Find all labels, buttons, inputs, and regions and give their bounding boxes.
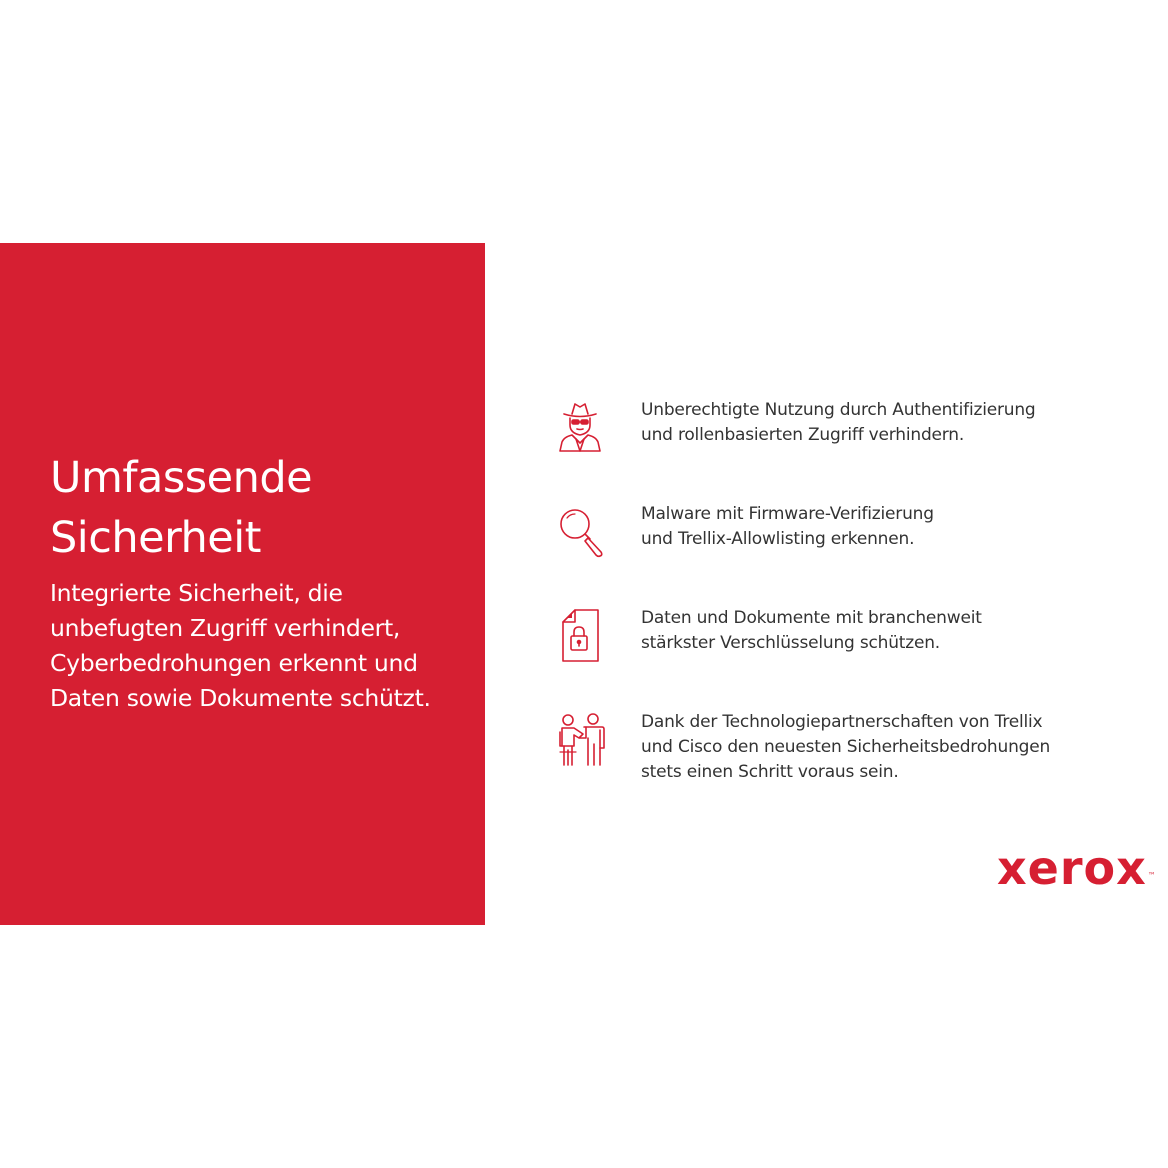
trademark-symbol: ™	[1147, 871, 1157, 880]
feature-text	[641, 710, 1050, 785]
feature-text-line: und Trellix-Allowlisting erkennen.	[641, 529, 915, 549]
feature-text	[641, 606, 982, 656]
locked-document-icon	[550, 606, 610, 666]
panel-title	[50, 448, 470, 568]
feature-text	[641, 398, 1036, 448]
feature-text-line: Daten und Dokumente mit branchenweit	[641, 608, 982, 628]
partnership-icon	[550, 710, 610, 770]
xerox-logo	[997, 838, 1156, 898]
spy-icon	[550, 398, 610, 458]
panel-title-line: Umfassende	[50, 453, 313, 503]
panel-subtitle-line: unbefugten Zugriff verhindert,	[50, 614, 401, 642]
panel-subtitle-line: Daten sowie Dokumente schützt.	[50, 684, 431, 712]
feature-text-line: stets einen Schritt voraus sein.	[641, 762, 899, 782]
feature-text-line: und Cisco den neuesten Sicherheitsbedrohungen	[641, 737, 1051, 757]
panel-subtitle	[50, 576, 470, 716]
feature-text-line: und rollenbasierten Zugriff verhindern.	[641, 425, 965, 445]
panel-subtitle-line: Cyberbedrohungen erkennt und	[50, 649, 418, 677]
feature-text-line: stärkster Verschlüsselung schützen.	[641, 633, 941, 653]
logo-wordmark: xerox	[997, 841, 1147, 895]
feature-text	[641, 502, 934, 552]
feature-text-line: Dank der Technologiepartnerschaften von Trellix	[641, 712, 1043, 732]
magnifier-icon	[550, 502, 610, 562]
panel-subtitle-line: Integrierte Sicherheit, die	[50, 579, 343, 607]
feature-text-line: Unberechtigte Nutzung durch Authentifizierung	[641, 400, 1036, 420]
feature-text-line: Malware mit Firmware-Verifizierung	[641, 504, 934, 524]
panel-title-line: Sicherheit	[50, 513, 262, 563]
